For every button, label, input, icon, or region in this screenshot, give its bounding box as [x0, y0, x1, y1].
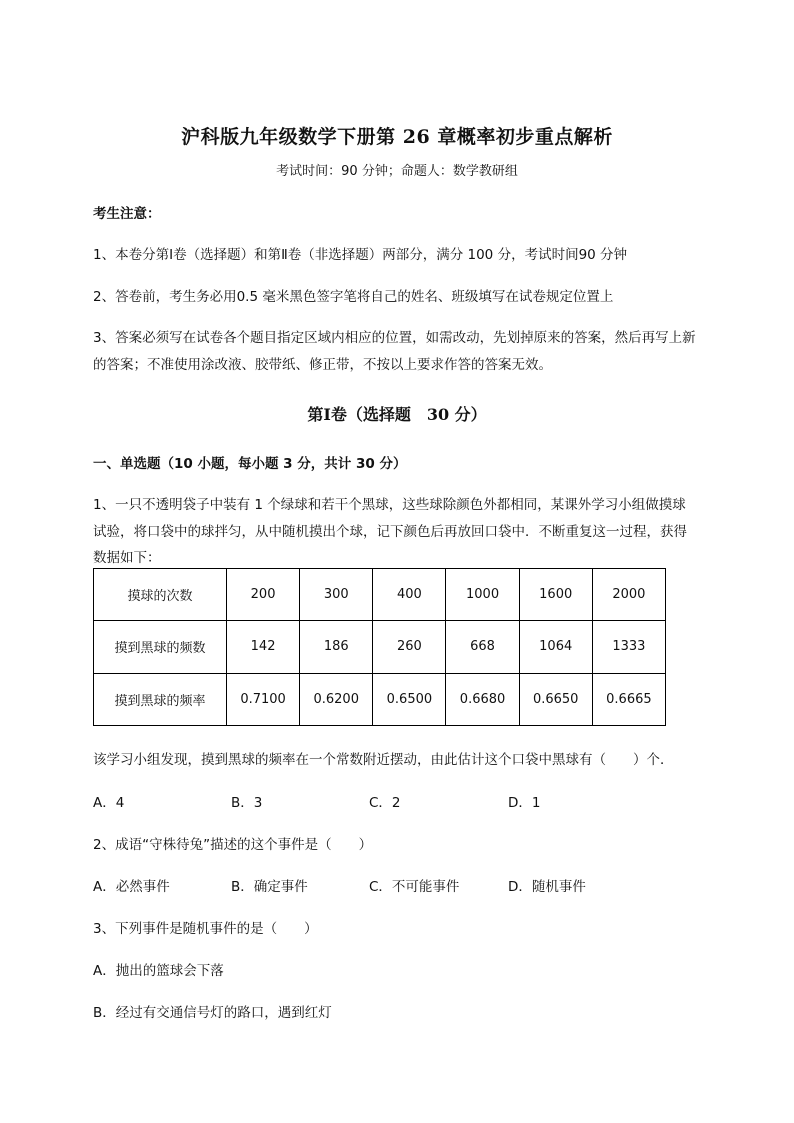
q1-stem-line-2: 试验，将口袋中的球拌匀，从中随机摸出个球，记下颜色后再放回口袋中．不断重复这一过程，获得 [93, 524, 687, 540]
table-cell: 0.6650 [519, 673, 592, 725]
q1-stem-line-3: 数据如下： [93, 550, 161, 566]
q1-question: 该学习小组发现，摸到黑球的频率在一个常数附近摆动，由此估计这个口袋中黑球有（ ）个． [93, 752, 674, 768]
table-cell: 200 [227, 569, 300, 621]
table-cell: 1333 [592, 621, 665, 673]
table-cell: 0.6680 [446, 673, 519, 725]
q3-option-a: A．抛出的篮球会下落 [93, 963, 224, 979]
table-cell: 摸球的次数 [94, 569, 227, 621]
table-cell: 0.6665 [592, 673, 665, 725]
part-heading: 一、单选题（10 小题，每小题 3 分，共计 30 分） [93, 456, 407, 472]
q2-option-d: D．随机事件 [508, 879, 586, 895]
table-cell: 260 [373, 621, 446, 673]
table-cell: 摸到黑球的频率 [94, 673, 227, 725]
q2-option-b: B．确定事件 [231, 879, 308, 895]
table-cell: 1064 [519, 621, 592, 673]
q3-option-b: B．经过有交通信号灯的路口，遇到红灯 [93, 1005, 332, 1021]
q1-option-d: D．1 [508, 795, 541, 811]
table-cell: 142 [227, 621, 300, 673]
table-cell: 1000 [446, 569, 519, 621]
q3-stem: 3、下列事件是随机事件的是（ ） [93, 921, 318, 937]
table-cell: 668 [446, 621, 519, 673]
q2-stem: 2、成语“守株待兔”描述的这个事件是（ ） [93, 837, 373, 853]
q1-option-c: C．2 [369, 795, 401, 811]
exam-info: 考试时间：90 分钟；命题人：数学教研组 [276, 164, 518, 179]
table-row [94, 621, 666, 673]
table-row [94, 673, 666, 725]
table-cell: 300 [300, 569, 373, 621]
table-cell: 0.6200 [300, 673, 373, 725]
table-cell: 0.6500 [373, 673, 446, 725]
notice-item-3-line-1: 3、答案必须写在试卷各个题目指定区域内相应的位置，如需改动，先划掉原来的答案，然后再写上新 [93, 330, 696, 346]
table-cell: 0.7100 [227, 673, 300, 725]
q1-option-b: B．3 [231, 795, 263, 811]
table-cell: 摸到黑球的频数 [94, 621, 227, 673]
notice-heading: 考生注意： [93, 206, 161, 222]
table-cell: 186 [300, 621, 373, 673]
q1-stem-line-1: 1、一只不透明袋子中装有 1 个绿球和若干个黑球，这些球除颜色外都相同，某课外学习小组做摸球 [93, 497, 686, 513]
q1-option-a: A．4 [93, 795, 125, 811]
q2-option-c: C．不可能事件 [369, 879, 460, 895]
page-title: 沪科版九年级数学下册第 26 章概率初步重点解析 [181, 126, 613, 148]
table-cell: 1600 [519, 569, 592, 621]
table-cell: 400 [373, 569, 446, 621]
notice-item-2: 2、答卷前，考生务必用0.5 毫米黑色签字笔将自己的姓名、班级填写在试卷规定位置上 [93, 289, 614, 305]
table-cell: 2000 [592, 569, 665, 621]
section-title: 第Ⅰ卷（选择题 30 分） [307, 405, 487, 424]
frequency-table [93, 568, 666, 726]
notice-item-3-line-2: 的答案；不准使用涂改液、胶带纸、修正带，不按以上要求作答的答案无效。 [93, 357, 552, 373]
q2-option-a: A．必然事件 [93, 879, 170, 895]
notice-item-1: 1、本卷分第Ⅰ卷（选择题）和第Ⅱ卷（非选择题）两部分，满分 100 分，考试时间90 分钟 [93, 247, 628, 263]
table-row [94, 569, 666, 621]
